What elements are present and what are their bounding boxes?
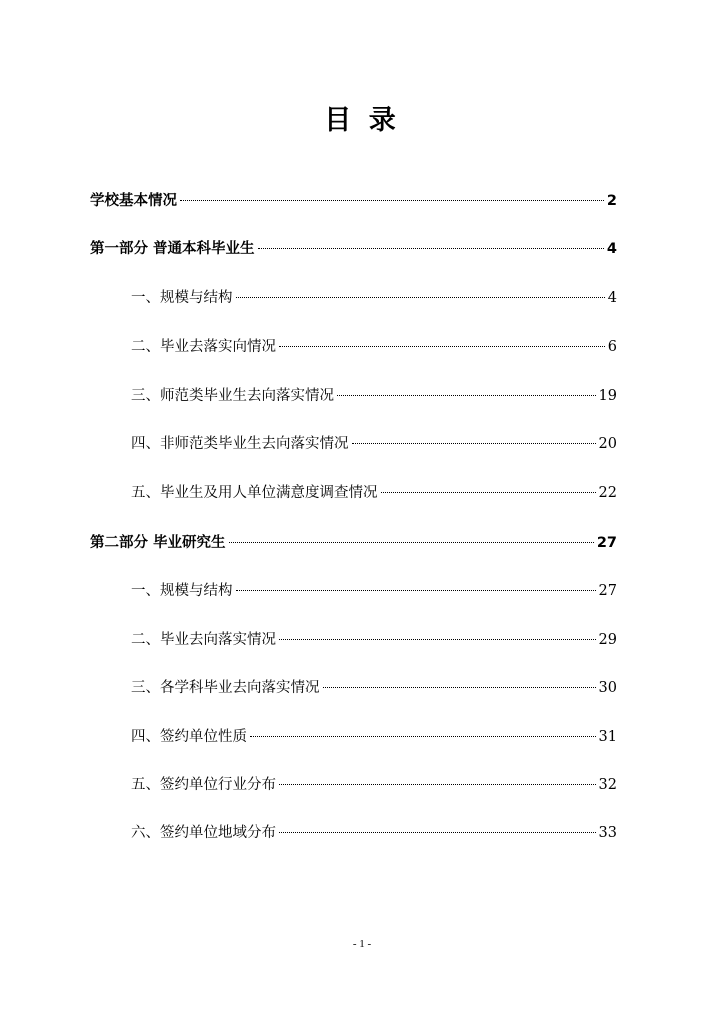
toc-entry-label: 二、毕业去向落实情况 [131,632,276,648]
toc-leader-dots [229,542,594,543]
toc-entry-label: 六、签约单位地域分布 [131,825,276,841]
toc-entry-page: 6 [607,339,617,355]
toc-leader-dots [258,248,604,249]
toc-entry-page: 2 [606,193,617,209]
toc-leader-dots [236,297,605,298]
toc-entry-2-6[interactable] [131,822,617,844]
toc-entry-page: 30 [598,680,617,696]
toc-entry-label: 三、各学科毕业去向落实情况 [131,680,320,696]
toc-entry-1-3[interactable] [131,385,617,407]
toc-entry-label: 五、毕业生及用人单位满意度调查情况 [131,485,378,501]
toc-entry-label: 一、规模与结构 [131,290,233,306]
toc-leader-dots [279,639,596,640]
toc-entry-page: 33 [598,825,617,841]
toc-entry-page: 4 [607,290,617,306]
toc-entry-label: 三、师范类毕业生去向落实情况 [131,388,334,404]
toc-entry-label: 学校基本情况 [90,193,177,209]
toc-entry-2-3[interactable] [131,677,617,699]
toc-entry-1-1[interactable] [131,287,617,309]
toc-entry-label: 一、规模与结构 [131,583,233,599]
toc-entry-page: 20 [598,436,617,452]
toc-leader-dots [279,832,596,833]
toc-entry-page: 19 [598,388,617,404]
toc-entry-label: 四、签约单位性质 [131,729,247,745]
toc-entry-page: 32 [598,777,617,793]
toc-entry-label: 四、非师范类毕业生去向落实情况 [131,436,349,452]
toc-leader-dots [250,736,596,737]
toc-leader-dots [337,395,596,396]
toc-entry-part-two[interactable] [90,532,617,554]
toc-entry-page: 4 [606,241,617,257]
toc-entry-page: 31 [598,729,617,745]
toc-entry-school-overview[interactable] [90,190,617,212]
page-number-footer: - 1 - [352,938,372,950]
toc-entry-2-4[interactable] [131,726,617,748]
toc-leader-dots [236,590,596,591]
toc-leader-dots [352,443,596,444]
page-title: 目 录 [324,105,400,136]
toc-entry-page: 27 [596,535,617,551]
toc-entry-part-one[interactable] [90,238,617,260]
toc-entry-label: 第二部分 毕业研究生 [90,535,226,551]
toc-entry-1-2[interactable] [131,336,617,358]
toc-entry-label: 第一部分 普通本科毕业生 [90,241,255,257]
toc-entry-2-1[interactable] [131,580,617,602]
toc-leader-dots [279,784,596,785]
toc-entry-1-5[interactable] [131,482,617,504]
toc-entry-label: 五、签约单位行业分布 [131,777,276,793]
toc-entry-2-2[interactable] [131,629,617,651]
toc-leader-dots [323,687,596,688]
toc-entry-page: 27 [598,583,617,599]
toc-leader-dots [180,200,604,201]
toc-entry-label: 二、毕业去落实向情况 [131,339,276,355]
toc-leader-dots [279,346,605,347]
toc-leader-dots [381,492,596,493]
toc-entry-page: 22 [598,485,617,501]
toc-entry-1-4[interactable] [131,433,617,455]
toc-entry-page: 29 [598,632,617,648]
toc-entry-2-5[interactable] [131,774,617,796]
